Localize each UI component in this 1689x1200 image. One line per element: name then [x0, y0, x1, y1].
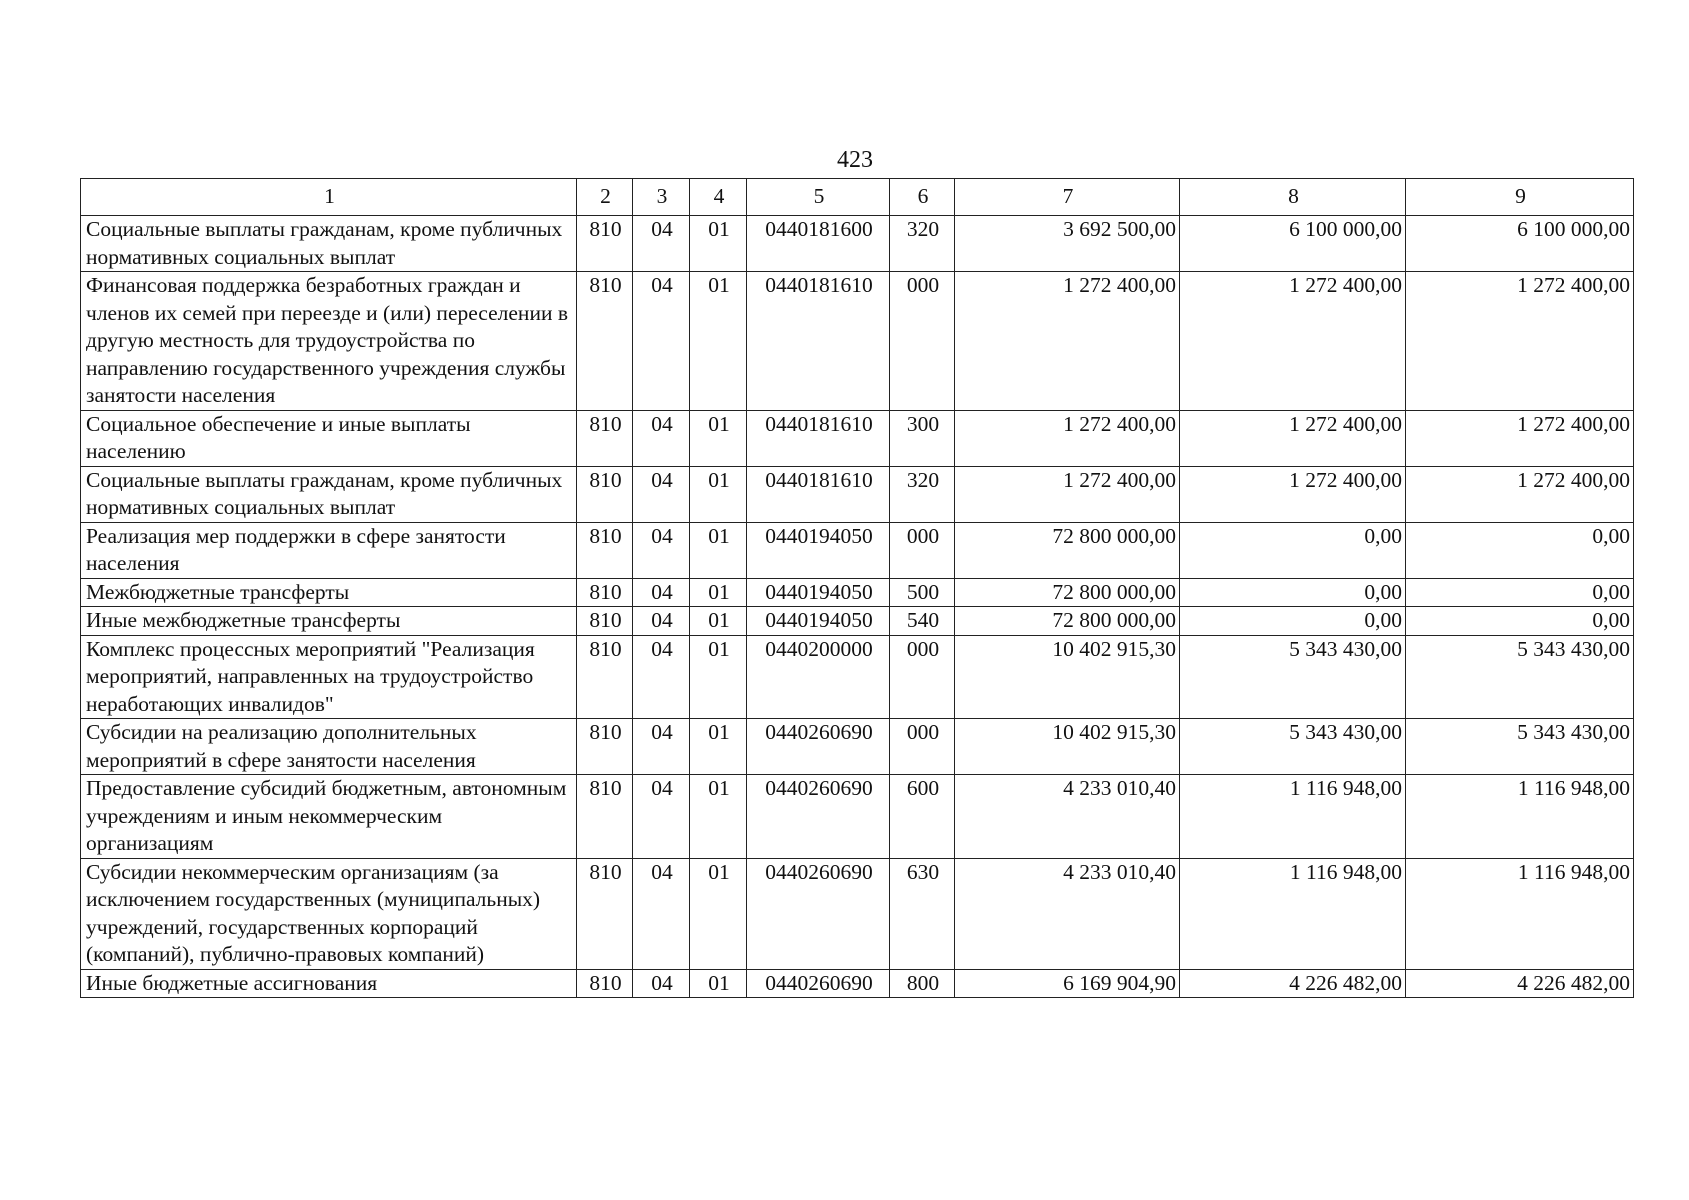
code-cell: 540: [890, 607, 955, 636]
table-row: [81, 522, 1634, 578]
amount-cell: 0,00: [1406, 578, 1634, 607]
code-cell: 0440194050: [747, 607, 890, 636]
amount-cell: 4 233 010,40: [955, 858, 1180, 969]
table-row: [81, 719, 1634, 775]
table-row: [81, 466, 1634, 522]
row-name-cell: Субсидии на реализацию дополнительных мероприятий в сфере занятости населения: [81, 719, 577, 775]
code-cell: 500: [890, 578, 955, 607]
row-name-cell: Субсидии некоммерческим организациям (за исключением государственных (муниципальных) учреждений, государственных корпораций (компаний), публично-правовых компаний): [81, 858, 577, 969]
amount-cell: 1 116 948,00: [1180, 858, 1406, 969]
code-cell: 04: [633, 775, 690, 859]
code-cell: 810: [577, 775, 633, 859]
column-header: 8: [1180, 179, 1406, 216]
code-cell: 01: [690, 969, 747, 998]
amount-cell: 5 343 430,00: [1180, 719, 1406, 775]
table-row: [81, 216, 1634, 272]
amount-cell: 1 116 948,00: [1406, 775, 1634, 859]
column-header: 1: [81, 179, 577, 216]
budget-table: [80, 178, 1634, 998]
code-cell: 320: [890, 216, 955, 272]
row-name-cell: Реализация мер поддержки в сфере занятости населения: [81, 522, 577, 578]
code-cell: 01: [690, 719, 747, 775]
code-cell: 01: [690, 578, 747, 607]
code-cell: 800: [890, 969, 955, 998]
code-cell: 0440194050: [747, 522, 890, 578]
code-cell: 000: [890, 272, 955, 411]
code-cell: 810: [577, 410, 633, 466]
amount-cell: 5 343 430,00: [1406, 719, 1634, 775]
code-cell: 810: [577, 635, 633, 719]
amount-cell: 6 100 000,00: [1406, 216, 1634, 272]
amount-cell: 1 272 400,00: [1180, 466, 1406, 522]
code-cell: 01: [690, 635, 747, 719]
amount-cell: 10 402 915,30: [955, 719, 1180, 775]
code-cell: 04: [633, 635, 690, 719]
code-cell: 000: [890, 522, 955, 578]
code-cell: 01: [690, 858, 747, 969]
code-cell: 04: [633, 858, 690, 969]
row-name-cell: Социальные выплаты гражданам, кроме публичных нормативных социальных выплат: [81, 216, 577, 272]
amount-cell: 1 272 400,00: [1406, 466, 1634, 522]
row-name-cell: Комплекс процессных мероприятий "Реализация мероприятий, направленных на трудоустройство неработающих инвалидов": [81, 635, 577, 719]
code-cell: 04: [633, 607, 690, 636]
column-header: 6: [890, 179, 955, 216]
code-cell: 0440181610: [747, 410, 890, 466]
code-cell: 810: [577, 719, 633, 775]
table-body: [81, 216, 1634, 998]
amount-cell: 1 272 400,00: [1406, 410, 1634, 466]
amount-cell: 4 233 010,40: [955, 775, 1180, 859]
code-cell: 01: [690, 466, 747, 522]
table-row: [81, 635, 1634, 719]
amount-cell: 1 272 400,00: [955, 410, 1180, 466]
amount-cell: 1 272 400,00: [955, 466, 1180, 522]
code-cell: 04: [633, 969, 690, 998]
code-cell: 810: [577, 858, 633, 969]
table-row: [81, 969, 1634, 998]
amount-cell: 10 402 915,30: [955, 635, 1180, 719]
page-number: 423: [837, 147, 873, 173]
amount-cell: 4 226 482,00: [1406, 969, 1634, 998]
row-name-cell: Иные бюджетные ассигнования: [81, 969, 577, 998]
table-row: [81, 410, 1634, 466]
code-cell: 0440181610: [747, 272, 890, 411]
code-cell: 810: [577, 216, 633, 272]
amount-cell: 72 800 000,00: [955, 522, 1180, 578]
column-header: 9: [1406, 179, 1634, 216]
amount-cell: 0,00: [1406, 607, 1634, 636]
code-cell: 04: [633, 216, 690, 272]
amount-cell: 3 692 500,00: [955, 216, 1180, 272]
code-cell: 01: [690, 522, 747, 578]
table-row: [81, 272, 1634, 411]
row-name-cell: Финансовая поддержка безработных граждан и членов их семей при переезде и (или) переселении в другую местность для трудоустройства по направлению государственного учреждения службы занятости населения: [81, 272, 577, 411]
amount-cell: 1 272 400,00: [1180, 272, 1406, 411]
column-header: 2: [577, 179, 633, 216]
code-cell: 0440181610: [747, 466, 890, 522]
code-cell: 810: [577, 607, 633, 636]
table-row: [81, 775, 1634, 859]
code-cell: 0440260690: [747, 969, 890, 998]
amount-cell: 1 116 948,00: [1406, 858, 1634, 969]
row-name-cell: Межбюджетные трансферты: [81, 578, 577, 607]
amount-cell: 1 272 400,00: [955, 272, 1180, 411]
amount-cell: 0,00: [1406, 522, 1634, 578]
code-cell: 04: [633, 410, 690, 466]
amount-cell: 0,00: [1180, 522, 1406, 578]
code-cell: 01: [690, 272, 747, 411]
code-cell: 810: [577, 272, 633, 411]
amount-cell: 1 272 400,00: [1406, 272, 1634, 411]
table-row: [81, 858, 1634, 969]
code-cell: 810: [577, 969, 633, 998]
code-cell: 0440260690: [747, 719, 890, 775]
code-cell: 320: [890, 466, 955, 522]
code-cell: 04: [633, 522, 690, 578]
code-cell: 0440260690: [747, 775, 890, 859]
amount-cell: 5 343 430,00: [1180, 635, 1406, 719]
code-cell: 0440260690: [747, 858, 890, 969]
code-cell: 04: [633, 466, 690, 522]
code-cell: 0440200000: [747, 635, 890, 719]
column-header: 3: [633, 179, 690, 216]
amount-cell: 72 800 000,00: [955, 607, 1180, 636]
code-cell: 04: [633, 578, 690, 607]
code-cell: 000: [890, 719, 955, 775]
amount-cell: 0,00: [1180, 578, 1406, 607]
code-cell: 01: [690, 775, 747, 859]
row-name-cell: Социальное обеспечение и иные выплаты населению: [81, 410, 577, 466]
amount-cell: 4 226 482,00: [1180, 969, 1406, 998]
code-cell: 000: [890, 635, 955, 719]
code-cell: 01: [690, 410, 747, 466]
code-cell: 04: [633, 272, 690, 411]
amount-cell: 6 100 000,00: [1180, 216, 1406, 272]
code-cell: 01: [690, 607, 747, 636]
amount-cell: 5 343 430,00: [1406, 635, 1634, 719]
column-header: 4: [690, 179, 747, 216]
code-cell: 300: [890, 410, 955, 466]
column-header: 7: [955, 179, 1180, 216]
code-cell: 810: [577, 466, 633, 522]
header-row: [81, 179, 1634, 216]
code-cell: 810: [577, 522, 633, 578]
row-name-cell: Предоставление субсидий бюджетным, автономным учреждениям и иным некоммерческим организациям: [81, 775, 577, 859]
amount-cell: 72 800 000,00: [955, 578, 1180, 607]
column-header: 5: [747, 179, 890, 216]
amount-cell: 0,00: [1180, 607, 1406, 636]
code-cell: 600: [890, 775, 955, 859]
table-row: [81, 607, 1634, 636]
amount-cell: 1 116 948,00: [1180, 775, 1406, 859]
row-name-cell: Иные межбюджетные трансферты: [81, 607, 577, 636]
amount-cell: 1 272 400,00: [1180, 410, 1406, 466]
code-cell: 0440194050: [747, 578, 890, 607]
table-row: [81, 578, 1634, 607]
row-name-cell: Социальные выплаты гражданам, кроме публичных нормативных социальных выплат: [81, 466, 577, 522]
amount-cell: 6 169 904,90: [955, 969, 1180, 998]
code-cell: 01: [690, 216, 747, 272]
code-cell: 04: [633, 719, 690, 775]
code-cell: 630: [890, 858, 955, 969]
code-cell: 810: [577, 578, 633, 607]
code-cell: 0440181600: [747, 216, 890, 272]
